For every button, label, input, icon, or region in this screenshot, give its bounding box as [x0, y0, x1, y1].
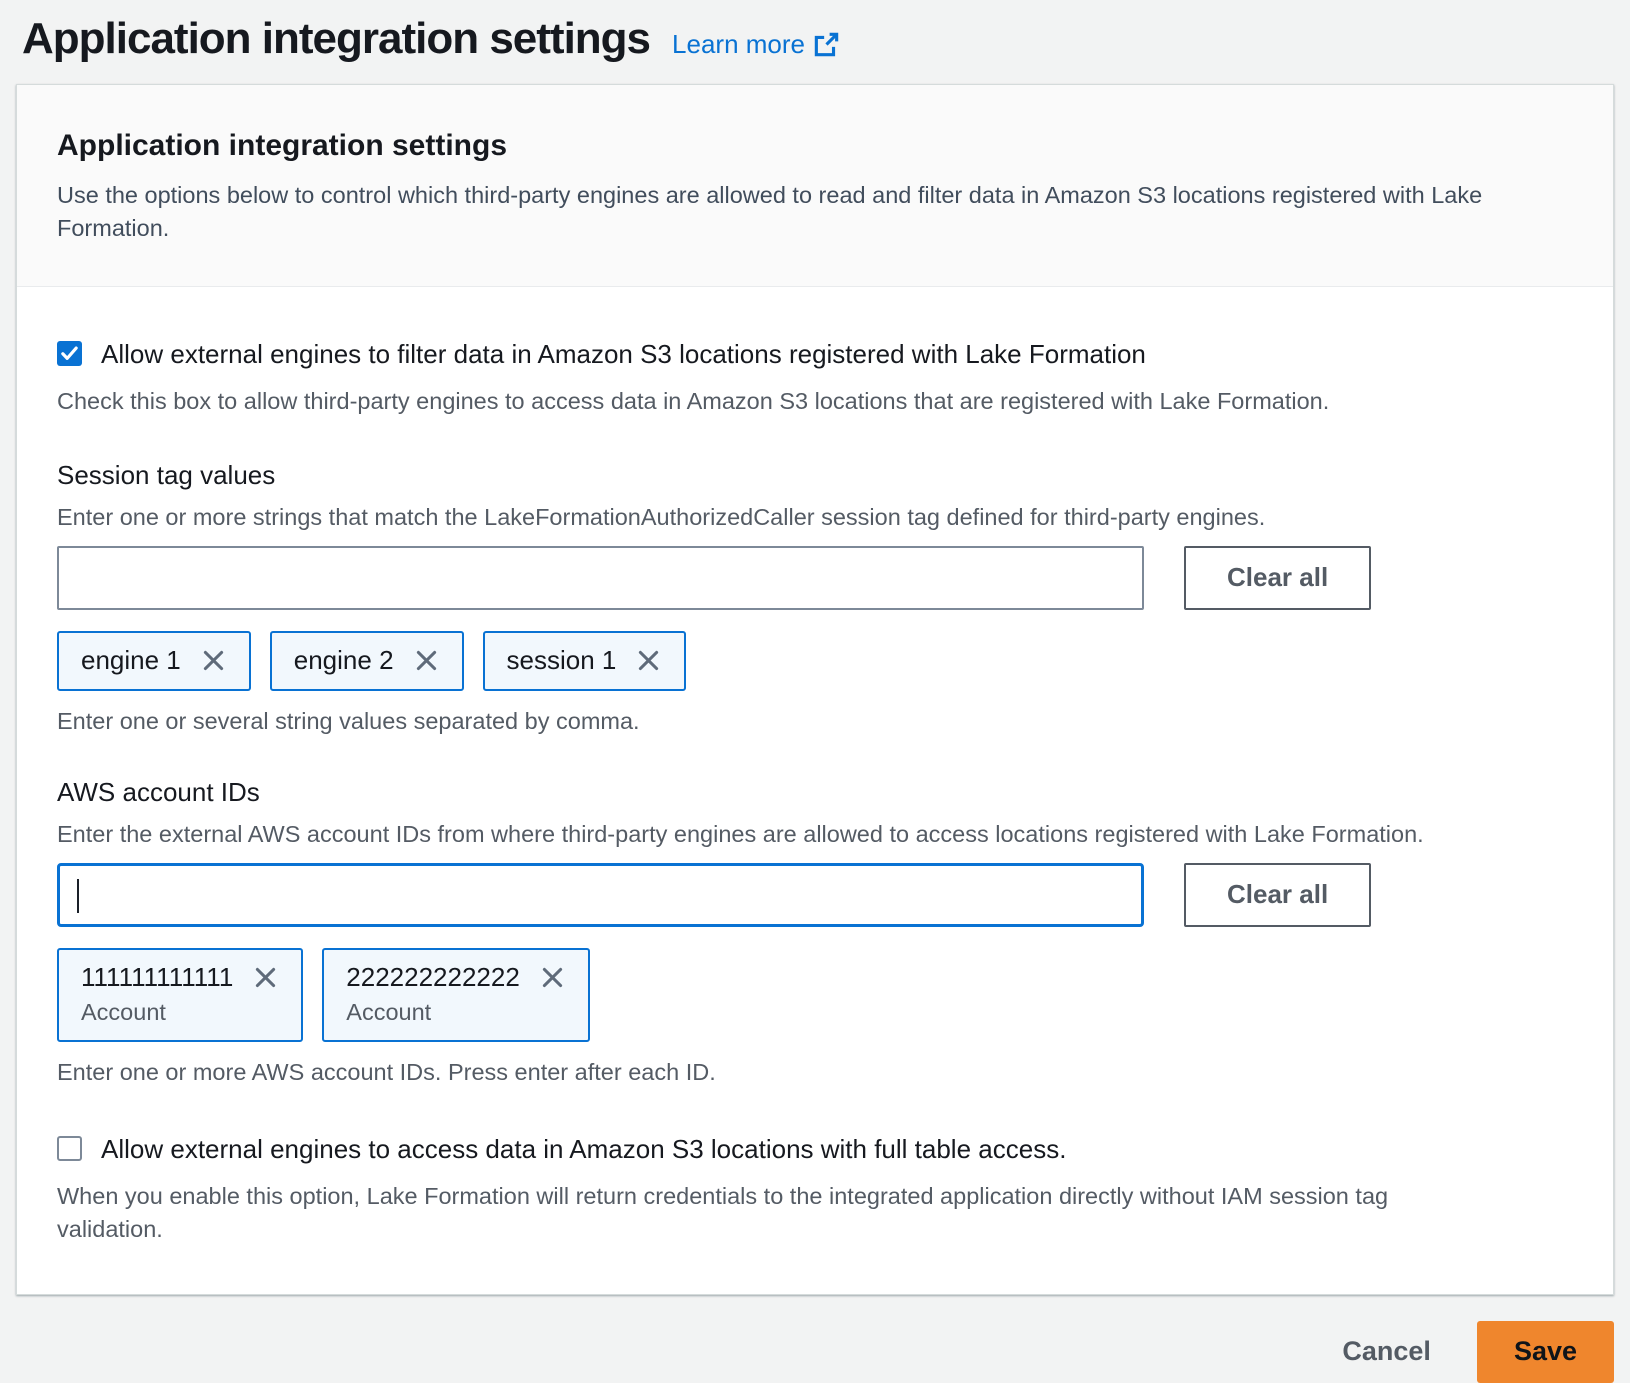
remove-token-icon[interactable]	[200, 647, 227, 674]
token-type-label: Account	[346, 998, 432, 1025]
settings-panel	[16, 84, 1614, 1295]
panel-title: Application integration settings	[57, 129, 508, 162]
session-tags-label: Session tag values	[57, 459, 276, 490]
session-tags-helper: Enter one or several string values separated by comma.	[57, 707, 640, 734]
page-header	[0, 0, 1630, 84]
session-tags-input[interactable]	[57, 546, 1144, 610]
filter-checkbox-description: Check this box to allow third-party engines to access data in Amazon S3 locations that are registered with Lake Formation.	[57, 387, 1330, 414]
remove-token-icon[interactable]	[413, 647, 440, 674]
filter-checkbox-label[interactable]: Allow external engines to filter data in Amazon S3 locations registered with Lake Formation	[101, 338, 1146, 369]
account-ids-label: AWS account IDs	[57, 776, 260, 807]
session-tag-token	[57, 631, 251, 691]
cancel-button[interactable]: Cancel	[1342, 1336, 1431, 1367]
account-ids-token-list	[57, 948, 1573, 1042]
panel-header	[17, 85, 1613, 287]
learn-more-link[interactable]	[672, 29, 839, 60]
page-title: Application integration settings	[22, 14, 651, 63]
panel-body	[17, 287, 1613, 1294]
token-value: 111111111111	[81, 961, 234, 992]
session-tags-description: Enter one or more strings that match the LakeFormationAuthorizedCaller session tag defined for third-party engines.	[57, 503, 1266, 530]
session-tag-token	[483, 631, 687, 691]
full-table-access-checkbox[interactable]	[57, 1136, 82, 1161]
external-link-icon	[814, 32, 839, 57]
token-value: 222222222222	[346, 961, 520, 992]
account-ids-input-row	[57, 863, 1573, 927]
account-ids-description: Enter the external AWS account IDs from where third-party engines are allowed to access locations registered with Lake Formation.	[57, 820, 1424, 847]
token-label: session 1	[506, 645, 617, 676]
filter-checkbox-row	[57, 339, 1573, 370]
session-tags-input-row	[57, 546, 1573, 610]
session-tags-clear-all-button[interactable]: Clear all	[1184, 546, 1371, 610]
text-cursor	[77, 879, 79, 913]
remove-token-icon[interactable]	[252, 964, 279, 991]
full-access-checkbox-label[interactable]: Allow external engines to access data in Amazon S3 locations with full table access.	[101, 1133, 1067, 1164]
session-tags-token-list	[57, 631, 1573, 691]
remove-token-icon[interactable]	[539, 964, 566, 991]
account-ids-helper: Enter one or more AWS account IDs. Press enter after each ID.	[57, 1058, 716, 1085]
form-actions	[0, 1295, 1630, 1383]
session-tag-token	[270, 631, 464, 691]
full-access-description: When you enable this option, Lake Formation will return credentials to the integrated application directly without IAM session tag validation.	[57, 1182, 1389, 1242]
token-type-label: Account	[81, 998, 166, 1025]
full-access-section	[57, 1134, 1573, 1246]
token-label: engine 1	[81, 645, 181, 676]
session-tags-section	[57, 460, 1573, 735]
account-id-token	[57, 948, 303, 1042]
learn-more-label: Learn more	[672, 28, 805, 59]
full-access-checkbox-row	[57, 1134, 1573, 1165]
save-button[interactable]: Save	[1477, 1321, 1614, 1383]
token-label: engine 2	[293, 645, 394, 676]
account-ids-input[interactable]	[57, 863, 1144, 927]
filter-data-checkbox[interactable]	[57, 341, 82, 366]
account-ids-clear-all-button[interactable]: Clear all	[1184, 863, 1371, 927]
remove-token-icon[interactable]	[635, 647, 662, 674]
panel-description: Use the options below to control which third-party engines are allowed to read and filter data in Amazon S3 locations registered with Lake Formation.	[57, 182, 1483, 242]
account-ids-section	[57, 777, 1573, 1086]
account-id-token	[322, 948, 590, 1042]
